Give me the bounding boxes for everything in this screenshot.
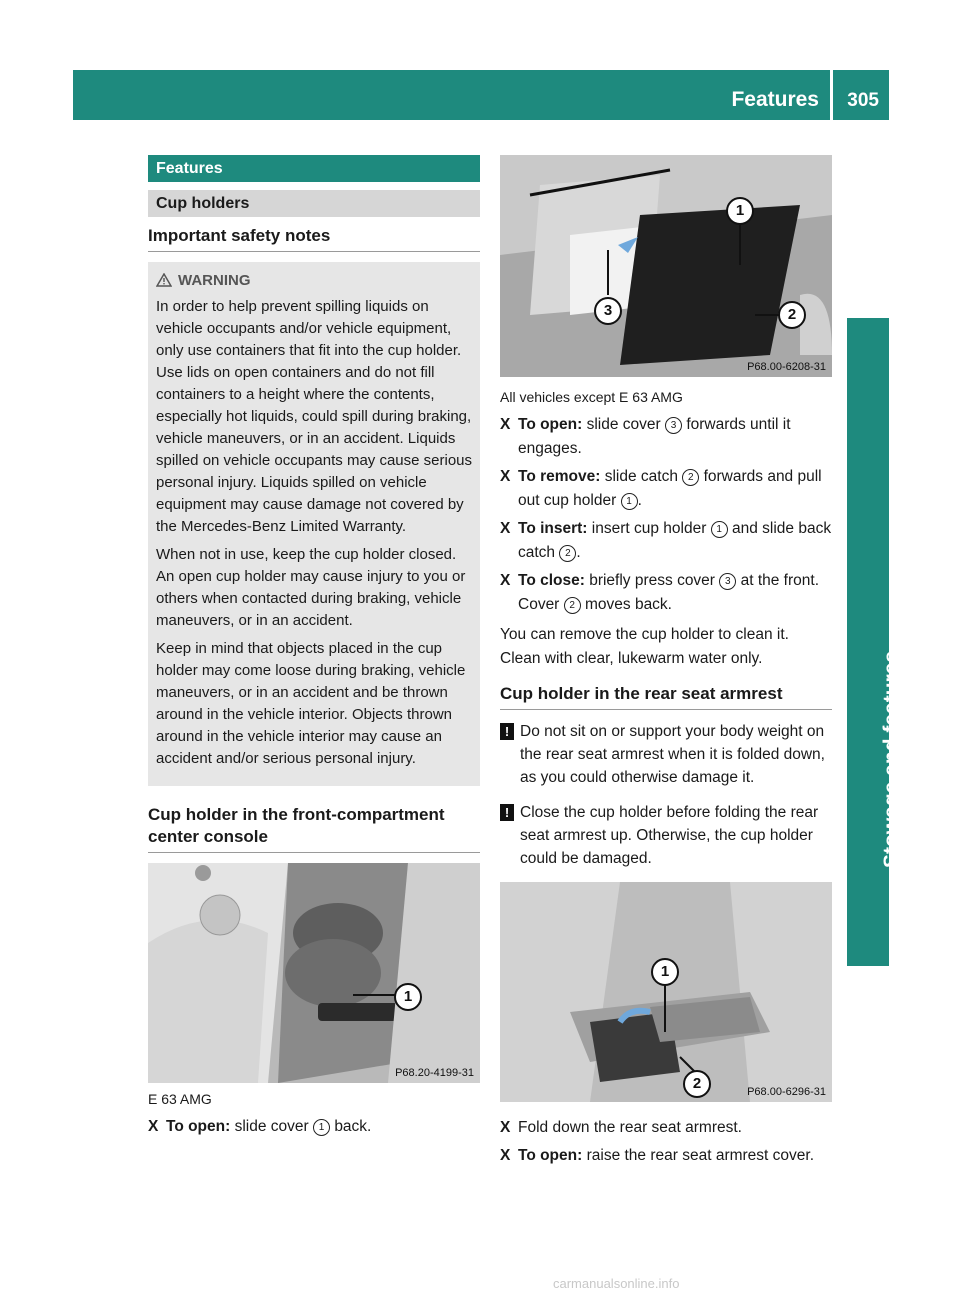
heading-safety-notes: Important safety notes: [148, 225, 480, 252]
warning-paragraph-2: When not in use, keep the cup holder closed. An open cup holder may cause injury to you or others when contacted during braking, vehicle maneuvers, or in an accident.: [156, 546, 466, 629]
warning-paragraph-3: Keep in mind that objects placed in the cup holder may come loose during braking, vehicle maneuvers, or in an accident and be thrown around in the vehicle interior. Objects thrown around in the vehicle interior may cause an accident and/or serious personal injury.: [156, 640, 466, 767]
warning-triangle-icon: [156, 273, 172, 287]
step-label: To open:: [518, 1147, 583, 1164]
step-open-rear: [500, 1144, 832, 1168]
callout-1: 1: [651, 958, 679, 986]
note-close-before-fold: [500, 801, 832, 870]
step-close: [500, 569, 832, 617]
step-result-end: moves back.: [584, 596, 672, 613]
step-label: To remove:: [518, 468, 601, 485]
warning-title-text: WARNING: [178, 272, 251, 289]
step-text: Fold down the rear seat armrest.: [518, 1119, 742, 1136]
band-cup-holders: Cup holders: [148, 190, 480, 217]
step-label: To open:: [166, 1118, 231, 1135]
step-text: raise the rear seat armrest cover.: [586, 1147, 815, 1164]
caution-icon: !: [500, 804, 514, 821]
step-text: slide cover: [234, 1118, 309, 1135]
header-divider: [830, 70, 833, 120]
watermark: carmanualsonline.info: [553, 1276, 680, 1291]
step-text-end: back.: [334, 1118, 372, 1135]
photo-code-3: P68.00-6296-31: [747, 1086, 826, 1098]
side-tab-marker: [847, 900, 889, 966]
step-text-mid: forwards and pull out cup holder: [518, 468, 822, 509]
step-marker-icon: X: [500, 1119, 511, 1136]
band-features: Features: [148, 155, 480, 182]
step-result-text: Cover: [518, 596, 560, 613]
step-marker-icon: X: [500, 468, 511, 485]
note-text: Close the cup holder before folding the rear seat armrest up. Otherwise, the cup holder could be damaged.: [520, 804, 819, 867]
side-tab-label: Stowage and features: [880, 650, 903, 868]
step-text: insert cup holder: [591, 520, 707, 537]
step-text: slide catch: [604, 468, 678, 485]
page-header-bar: [73, 70, 889, 120]
step-marker-icon: X: [500, 1147, 511, 1164]
heading-rear-cup-holder: Cup holder in the rear seat armrest: [500, 683, 832, 710]
warning-box: [148, 262, 480, 786]
step-open: [500, 413, 832, 461]
step-marker-icon: X: [500, 416, 511, 433]
step-text-end: .: [637, 492, 642, 509]
step-label: To open:: [518, 416, 583, 433]
note-text: Do not sit on or support your body weight on the rear seat armrest when it is folded down, as you could otherwise damage it.: [520, 723, 825, 786]
ref-2-icon: 2: [564, 597, 581, 614]
warning-paragraph-1: In order to help prevent spilling liquids on vehicle occupants and/or vehicle equipment, only use containers that fit into the cup holder. Use lids on open containers and do not fill containers to a height where the contents, especially hot liquids, could spill during braking, vehicle maneuvers, or in an accident. Liquids spilled on vehicle occupants may cause serious personal injury. Liquids spilled on vehicle equipment may cause damage not covered by the Mercedes-Benz Limited Warranty.: [156, 298, 473, 535]
photo-front-console: [148, 863, 480, 1083]
step-label: To insert:: [518, 520, 588, 537]
callout-3: 3: [594, 297, 622, 325]
step-marker-icon: X: [148, 1118, 159, 1135]
photo-cup-holder-console: [500, 155, 832, 377]
ref-2-icon: 2: [682, 469, 699, 486]
step-open-e63: [148, 1115, 480, 1139]
ref-3-icon: 3: [719, 573, 736, 590]
ref-1-icon: 1: [313, 1119, 330, 1136]
left-column: [148, 155, 480, 1143]
step-text-end: .: [576, 544, 581, 561]
side-tab-label-wrap: [847, 318, 903, 878]
ref-1-icon: 1: [711, 521, 728, 538]
step-marker-icon: X: [500, 520, 511, 537]
callout-2: 2: [683, 1070, 711, 1098]
photo-code-1: P68.20-4199-31: [395, 1067, 474, 1079]
step-remove: [500, 465, 832, 513]
step-insert: [500, 517, 832, 565]
ref-2-icon: 2: [559, 545, 576, 562]
front-console-illustration: [148, 863, 480, 1083]
section-title: Features: [731, 88, 819, 111]
step-marker-icon: X: [500, 572, 511, 589]
cleaning-paragraph: You can remove the cup holder to clean it. Clean with clear, lukewarm water only.: [500, 626, 789, 667]
right-column: [500, 155, 832, 1172]
caption-e63: E 63 AMG: [148, 1091, 212, 1107]
step-text: briefly press cover: [589, 572, 715, 589]
warning-title: [156, 270, 472, 292]
photo-rear-armrest: [500, 882, 832, 1102]
step-text-end: forwards until it engages.: [518, 416, 791, 457]
cup-holder-illustration: [500, 155, 832, 377]
callout-1: 1: [726, 197, 754, 225]
page-number: 305: [847, 90, 879, 111]
ref-1-icon: 1: [621, 493, 638, 510]
step-text: slide cover: [586, 416, 661, 433]
caution-icon: !: [500, 723, 514, 740]
heading-front-cup-holder: Cup holder in the front-compartment center console: [148, 804, 480, 853]
photo-code-2: P68.00-6208-31: [747, 361, 826, 373]
step-text-mid: and slide back catch: [518, 520, 832, 561]
step-label: To close:: [518, 572, 585, 589]
caption-all-vehicles: All vehicles except E 63 AMG: [500, 389, 683, 405]
step-fold: [500, 1116, 832, 1140]
callout-2: 2: [778, 301, 806, 329]
ref-3-icon: 3: [665, 417, 682, 434]
callout-1: 1: [394, 983, 422, 1011]
rear-armrest-illustration: [500, 882, 832, 1102]
note-armrest-weight: [500, 720, 832, 789]
step-text-end: at the front.: [740, 572, 820, 589]
